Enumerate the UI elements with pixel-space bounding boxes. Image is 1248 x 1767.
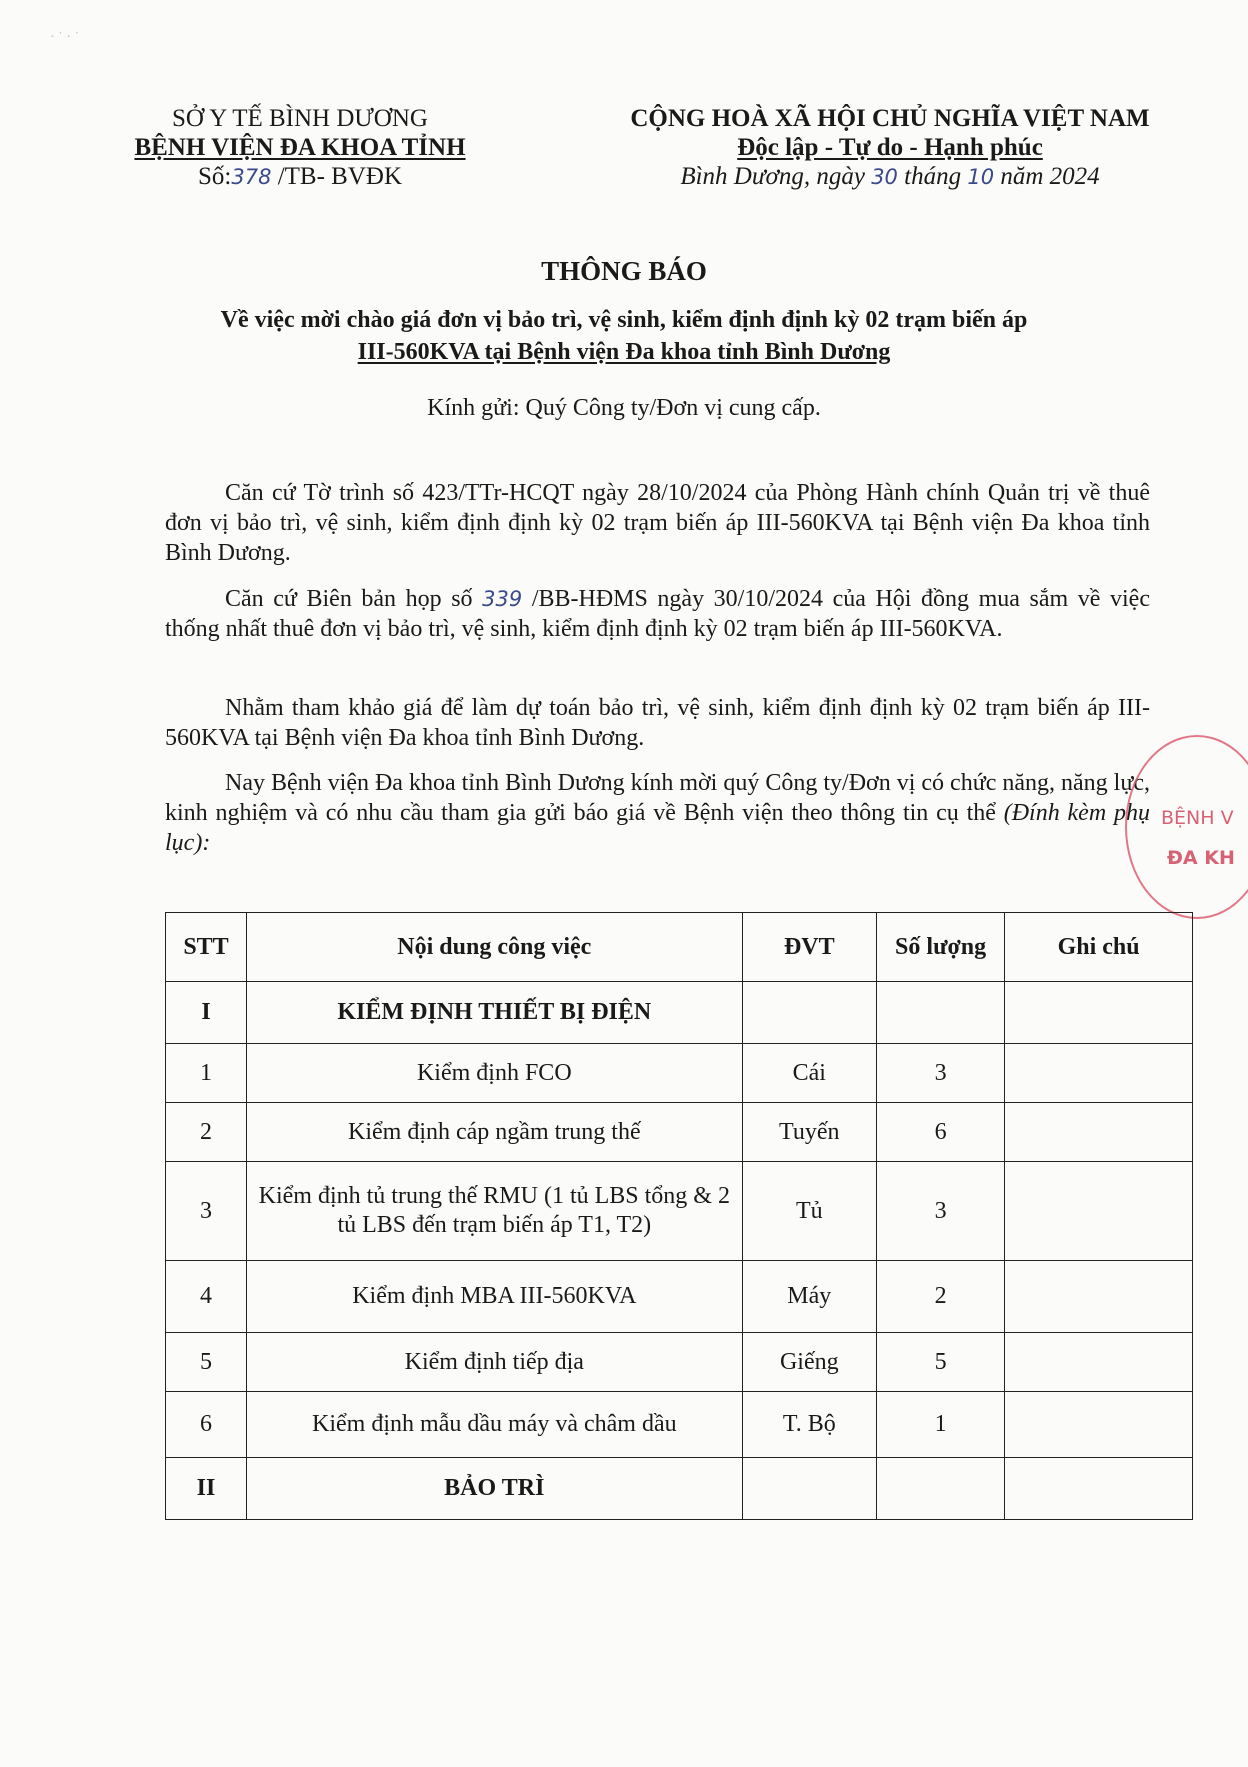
issuer-block bbox=[100, 104, 500, 192]
handwritten-day: 30 bbox=[871, 165, 898, 189]
scan-specks: · ˙ · ˙ bbox=[50, 30, 80, 45]
date-line: Bình Dương, ngày 30 tháng 10 năm 2024 bbox=[680, 163, 1100, 190]
handwritten-month: 10 bbox=[967, 165, 995, 189]
org-line1: SỞ Y TẾ BÌNH DƯƠNG bbox=[172, 105, 428, 132]
table-header-row bbox=[166, 913, 1193, 982]
table-section-row: I KIỂM ĐỊNH THIẾT BỊ ĐIỆN bbox=[166, 982, 1193, 1044]
nation-block bbox=[590, 104, 1190, 192]
table-row: 6 Kiểm định mẫu dầu máy và châm dầu T. Bộ 1 bbox=[166, 1392, 1193, 1458]
table-row: 2 Kiểm định cáp ngầm trung thế Tuyến 6 bbox=[166, 1103, 1193, 1162]
doc-title: THÔNG BÁO bbox=[541, 256, 707, 286]
motto: Độc lập - Tự do - Hạnh phúc bbox=[737, 134, 1043, 161]
table-section-row: II BẢO TRÌ bbox=[166, 1458, 1193, 1520]
work-items-table bbox=[165, 912, 1193, 1520]
col-header-stt: STT bbox=[166, 913, 247, 982]
paragraph-1: Căn cứ Tờ trình số 423/TTr-HCQT ngày 28/10/2024 của Phòng Hành chính Quản trị về thuê đơn vị bảo trì, vệ sinh, kiểm định định kỳ 02 trạm biến áp III-560KVA tại Bệnh viện Đa khoa tỉnh Bình Dương. bbox=[165, 480, 1150, 566]
col-header-unit: ĐVT bbox=[742, 913, 876, 982]
paragraph-2: Căn cứ Biên bản họp số 339 /BB-HĐMS ngày 30/10/2024 của Hội đồng mua sắm về việc thống nhất thuê đơn vị bảo trì, vệ sinh, kiểm định định kỳ 02 trạm biến áp III-560KVA. bbox=[165, 586, 1150, 642]
org-line2: BỆNH VIỆN ĐA KHOA TỈNH bbox=[134, 134, 466, 161]
paragraph-3: Nhằm tham khảo giá để làm dự toán bảo trì, vệ sinh, kiểm định định kỳ 02 trạm biến áp III-560KVA tại Bệnh viện Đa khoa tỉnh Bình Dương. bbox=[165, 695, 1150, 751]
col-header-qty: Số lượng bbox=[876, 913, 1004, 982]
col-header-content: Nội dung công việc bbox=[247, 913, 743, 982]
nation-title: CỘNG HOÀ XÃ HỘI CHỦ NGHĨA VIỆT NAM bbox=[630, 105, 1150, 132]
table-row: 1 Kiểm định FCO Cái 3 bbox=[166, 1044, 1193, 1103]
col-header-note: Ghi chú bbox=[1005, 913, 1193, 982]
paragraph-4: Nay Bệnh viện Đa khoa tỉnh Bình Dương kính mời quý Công ty/Đơn vị có chức năng, năng lực, kinh nghiệm và có nhu cầu tham gia gửi báo giá về Bệnh viện theo thông tin cụ thể (Đính kèm phụ lục): bbox=[165, 770, 1150, 856]
red-seal-stamp: BỆNH V ĐA KH bbox=[1125, 735, 1248, 919]
table-row: 5 Kiểm định tiếp địa Giếng 5 bbox=[166, 1333, 1193, 1392]
recipient: Kính gửi: Quý Công ty/Đơn vị cung cấp. bbox=[427, 395, 821, 421]
handwritten-doc-number: 378 bbox=[231, 165, 272, 189]
handwritten-minutes-number: 339 bbox=[482, 587, 523, 611]
table-row: 4 Kiểm định MBA III-560KVA Máy 2 bbox=[166, 1261, 1193, 1333]
doc-subtitle: Về việc mời chào giá đơn vị bảo trì, vệ sinh, kiểm định định kỳ 02 trạm biến áp III-560KVA tại Bệnh viện Đa khoa tỉnh Bình Dương bbox=[220, 307, 1028, 365]
doc-number: Số:378 /TB- BVĐK bbox=[197, 163, 402, 190]
table-row: 3 Kiểm định tủ trung thế RMU (1 tủ LBS tổng & 2 tủ LBS đến trạm biến áp T1, T2) Tủ 3 bbox=[166, 1162, 1193, 1261]
